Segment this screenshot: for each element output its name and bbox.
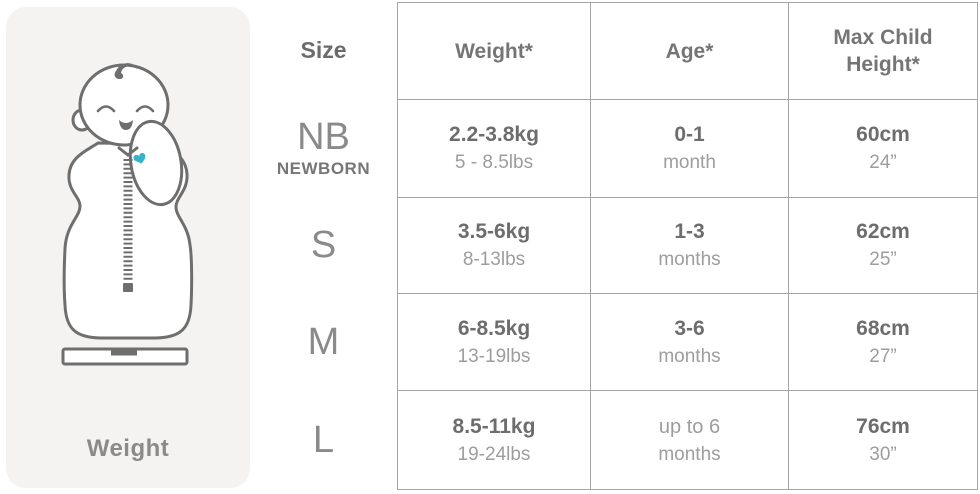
table-row-m-age: 3-6 months bbox=[591, 294, 789, 391]
size-column-header: Size bbox=[300, 37, 347, 63]
table-row-s-age: 1-3 months bbox=[591, 198, 789, 294]
table-row-nb-weight: 2.2-3.8kg 5 - 8.5lbs bbox=[398, 100, 591, 198]
size-label-nb: NB NEWBORN bbox=[276, 115, 371, 178]
size-table bbox=[397, 2, 978, 490]
weight-panel bbox=[6, 7, 250, 488]
header-age: Age* bbox=[591, 3, 789, 100]
size-column-header-cell bbox=[250, 2, 397, 99]
header-weight: Weight* bbox=[398, 3, 591, 100]
swaddled-baby-illustration bbox=[6, 7, 250, 407]
table-row-s-height: 62cm 25” bbox=[789, 198, 977, 294]
scale-display bbox=[111, 351, 137, 356]
table-row-m-height: 68cm 27” bbox=[789, 294, 977, 391]
header-max-child-height: Max Child Height* bbox=[789, 3, 977, 100]
size-label-m: M bbox=[307, 320, 340, 363]
table-row-m-weight: 6-8.5kg 13-19lbs bbox=[398, 294, 591, 391]
panel-label: Weight bbox=[86, 435, 170, 462]
table-row-l-age: up to 6 months bbox=[591, 391, 789, 489]
table-row-l-weight: 8.5-11kg 19-24lbs bbox=[398, 391, 591, 489]
table-row-nb-age: 0-1 month bbox=[591, 100, 789, 198]
zipper-pull bbox=[123, 283, 133, 292]
size-label-l: L bbox=[312, 419, 335, 461]
size-column bbox=[250, 2, 397, 490]
table-row-l-height: 76cm 30” bbox=[856, 414, 910, 465]
size-label-s: S bbox=[310, 224, 337, 266]
table-row-s-weight: 3.5-6kg 8-13lbs bbox=[398, 198, 591, 294]
table-row-nb-height: 60cm 24” bbox=[789, 100, 977, 198]
